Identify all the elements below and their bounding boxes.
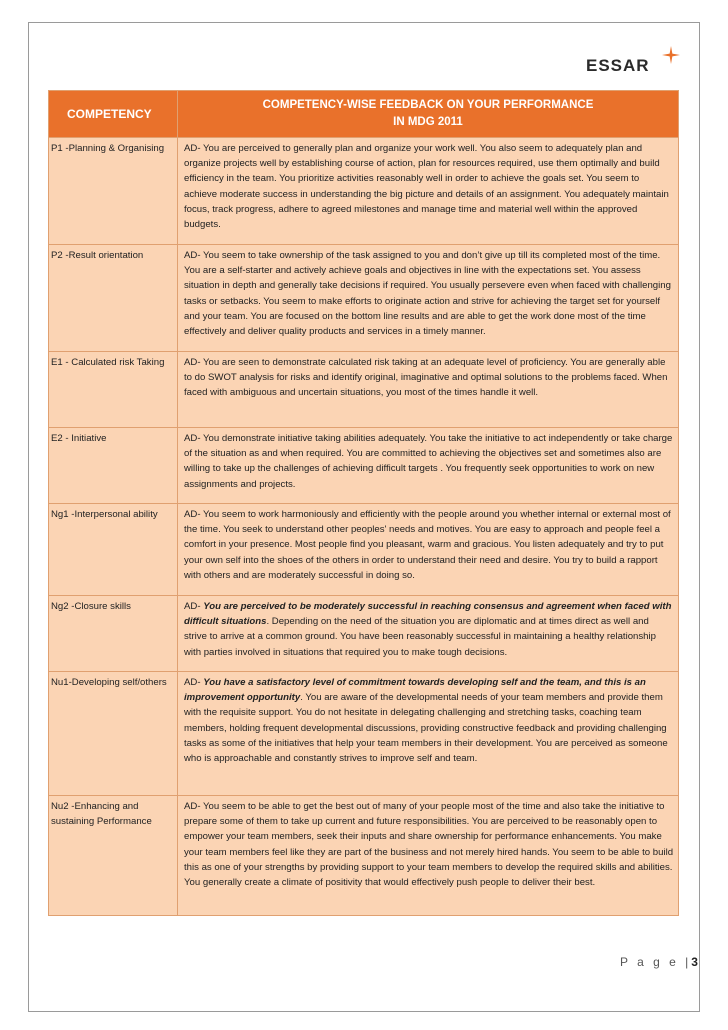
header-feedback-line1: COMPETENCY-WISE FEEDBACK ON YOUR PERFORMANCE bbox=[262, 99, 594, 111]
feedback-emphasis: You are perceived to be moderately successful in reaching consensus and agreement when faced with difficult situations bbox=[184, 601, 672, 628]
feedback-text: AD- You demonstrate initiative taking abilities adequately. You take the initiative to act independently or take charge of the situation as and when required. You are committed to achieving the objectives set and sometimes also are willing to take up the challenges of achieving difficult targets . You frequently seek opportunities to work on new assignments and projects. bbox=[178, 428, 679, 504]
table-row bbox=[49, 796, 679, 916]
competency-label: Ng2 -Closure skills bbox=[49, 596, 178, 672]
feedback-table bbox=[48, 90, 679, 916]
logo-star-icon bbox=[662, 46, 680, 64]
feedback-text: AD- You are seen to demonstrate calculated risk taking at an adequate level of proficiency. You are generally able to do SWOT analysis for risks and identify original, imaginative and optimal solutions to the problems faced. When faced with ambiguous and uncertain situations, you most of the times handle it well. bbox=[178, 352, 679, 428]
feedback-text bbox=[178, 672, 679, 796]
page-number: 3 bbox=[691, 955, 698, 969]
table-row bbox=[49, 352, 679, 428]
essar-logo bbox=[586, 50, 696, 76]
feedback-table-wrap bbox=[48, 90, 678, 916]
feedback-rest: . Depending on the need of the situation you are diplomatic and at times direct as well and strive to arrive at a common ground. You have been reasonably successful in maintaining a healthy relationship with parties involved in situations that required you to make tough decisions. bbox=[184, 616, 656, 658]
competency-label: E1 - Calculated risk Taking bbox=[49, 352, 178, 428]
feedback-text: AD- You seem to take ownership of the task assigned to you and don’t give up till its completed most of the time. You are a self-starter and actively achieve goals and objectives in line with the expectations set. You assess situation in depth and generally take decisions if required. You usually persevere even when faced with challenging tasks or setbacks. You seem to make efforts to originate action and strive for achieving the target set for yourself and your team. You are focused on the bottom line results and are able to get the work done most of the time effectively and deliver quality products and services in a timely manner. bbox=[178, 245, 679, 352]
feedback-text: AD- You seem to work harmoniously and efficiently with the people around you whether internal or external most of the time. You seek to understand other peoples' needs and motives. You are easy to approach and people feel a comfort in your presence. Most people find you pleasant, warm and gracious. You listen adequately and try to put your own self into the shoes of the others in order to understand their need and desire. You try to build a rapport with others and are moderately successful in doing so. bbox=[178, 504, 679, 596]
table-row bbox=[49, 596, 679, 672]
competency-label: P2 -Result orientation bbox=[49, 245, 178, 352]
page-word: P a g e bbox=[620, 955, 679, 969]
table-row bbox=[49, 428, 679, 504]
competency-label: P1 -Planning & Organising bbox=[49, 138, 178, 245]
logo-text: ESSAR bbox=[586, 56, 650, 75]
table-row bbox=[49, 672, 679, 796]
table-row bbox=[49, 504, 679, 596]
header-feedback-line2: IN MDG 2011 bbox=[393, 116, 463, 128]
feedback-text: AD- You seem to be able to get the best out of many of your people most of the time and also take the initiative to prepare some of them to take up current and future responsibilities. You are perceived to be reasonably open to empower your team members, seek their inputs and share ownership for performance enhancements. You make your team members feel like they are part of the business and not merely hired hands. You seem to be able to build this as one of your strengths by providing support to your team members to develop the required skills and abilities. You generally create a climate of positivity that would effectively push people to deliver their best. bbox=[178, 796, 679, 916]
table-row bbox=[49, 138, 679, 245]
table-row bbox=[49, 245, 679, 352]
feedback-emphasis: You have a satisfactory level of commitment towards developing self and the team, and this is an improvement opportunity bbox=[184, 677, 646, 704]
feedback-prefix: AD- bbox=[184, 601, 204, 612]
feedback-text bbox=[178, 596, 679, 672]
feedback-rest: . You are aware of the developmental needs of your team members and provide them with the requisite support. You do not hesitate in delegating challenging and stretching tasks, coaching team members, holding frequent developmental discussions, providing constructive feedback and providing challenging tasks as some of the initiatives that help your team members in their development. You are perceived as someone who is approachable and constantly strives to improve self and team. bbox=[184, 692, 668, 765]
header-feedback bbox=[178, 91, 679, 138]
competency-label: Ng1 -Interpersonal ability bbox=[49, 504, 178, 596]
competency-label: Nu1-Developing self/others bbox=[49, 672, 178, 796]
feedback-text: AD- You are perceived to generally plan and organize your work well. You also seem to adequately plan and organize projects well by establishing course of action, plan for resources required, use them optimally and build efficiency in the team. You prioritize activities reasonably well in order to achieve the goals set. You seem to achieve moderate success in understanding the big picture and details of an assignment. You adequately maintain focus, track progress, adhere to agreed milestones and manage time and material well within the approved budgets. bbox=[178, 138, 679, 245]
header-row bbox=[49, 91, 679, 138]
header-competency: COMPETENCY bbox=[49, 91, 178, 138]
page-separator: | bbox=[685, 955, 692, 969]
competency-label: Nu2 -Enhancing and sustaining Performance bbox=[49, 796, 178, 916]
feedback-prefix: AD- bbox=[184, 677, 204, 688]
page-footer bbox=[620, 955, 698, 969]
competency-label: E2 - Initiative bbox=[49, 428, 178, 504]
